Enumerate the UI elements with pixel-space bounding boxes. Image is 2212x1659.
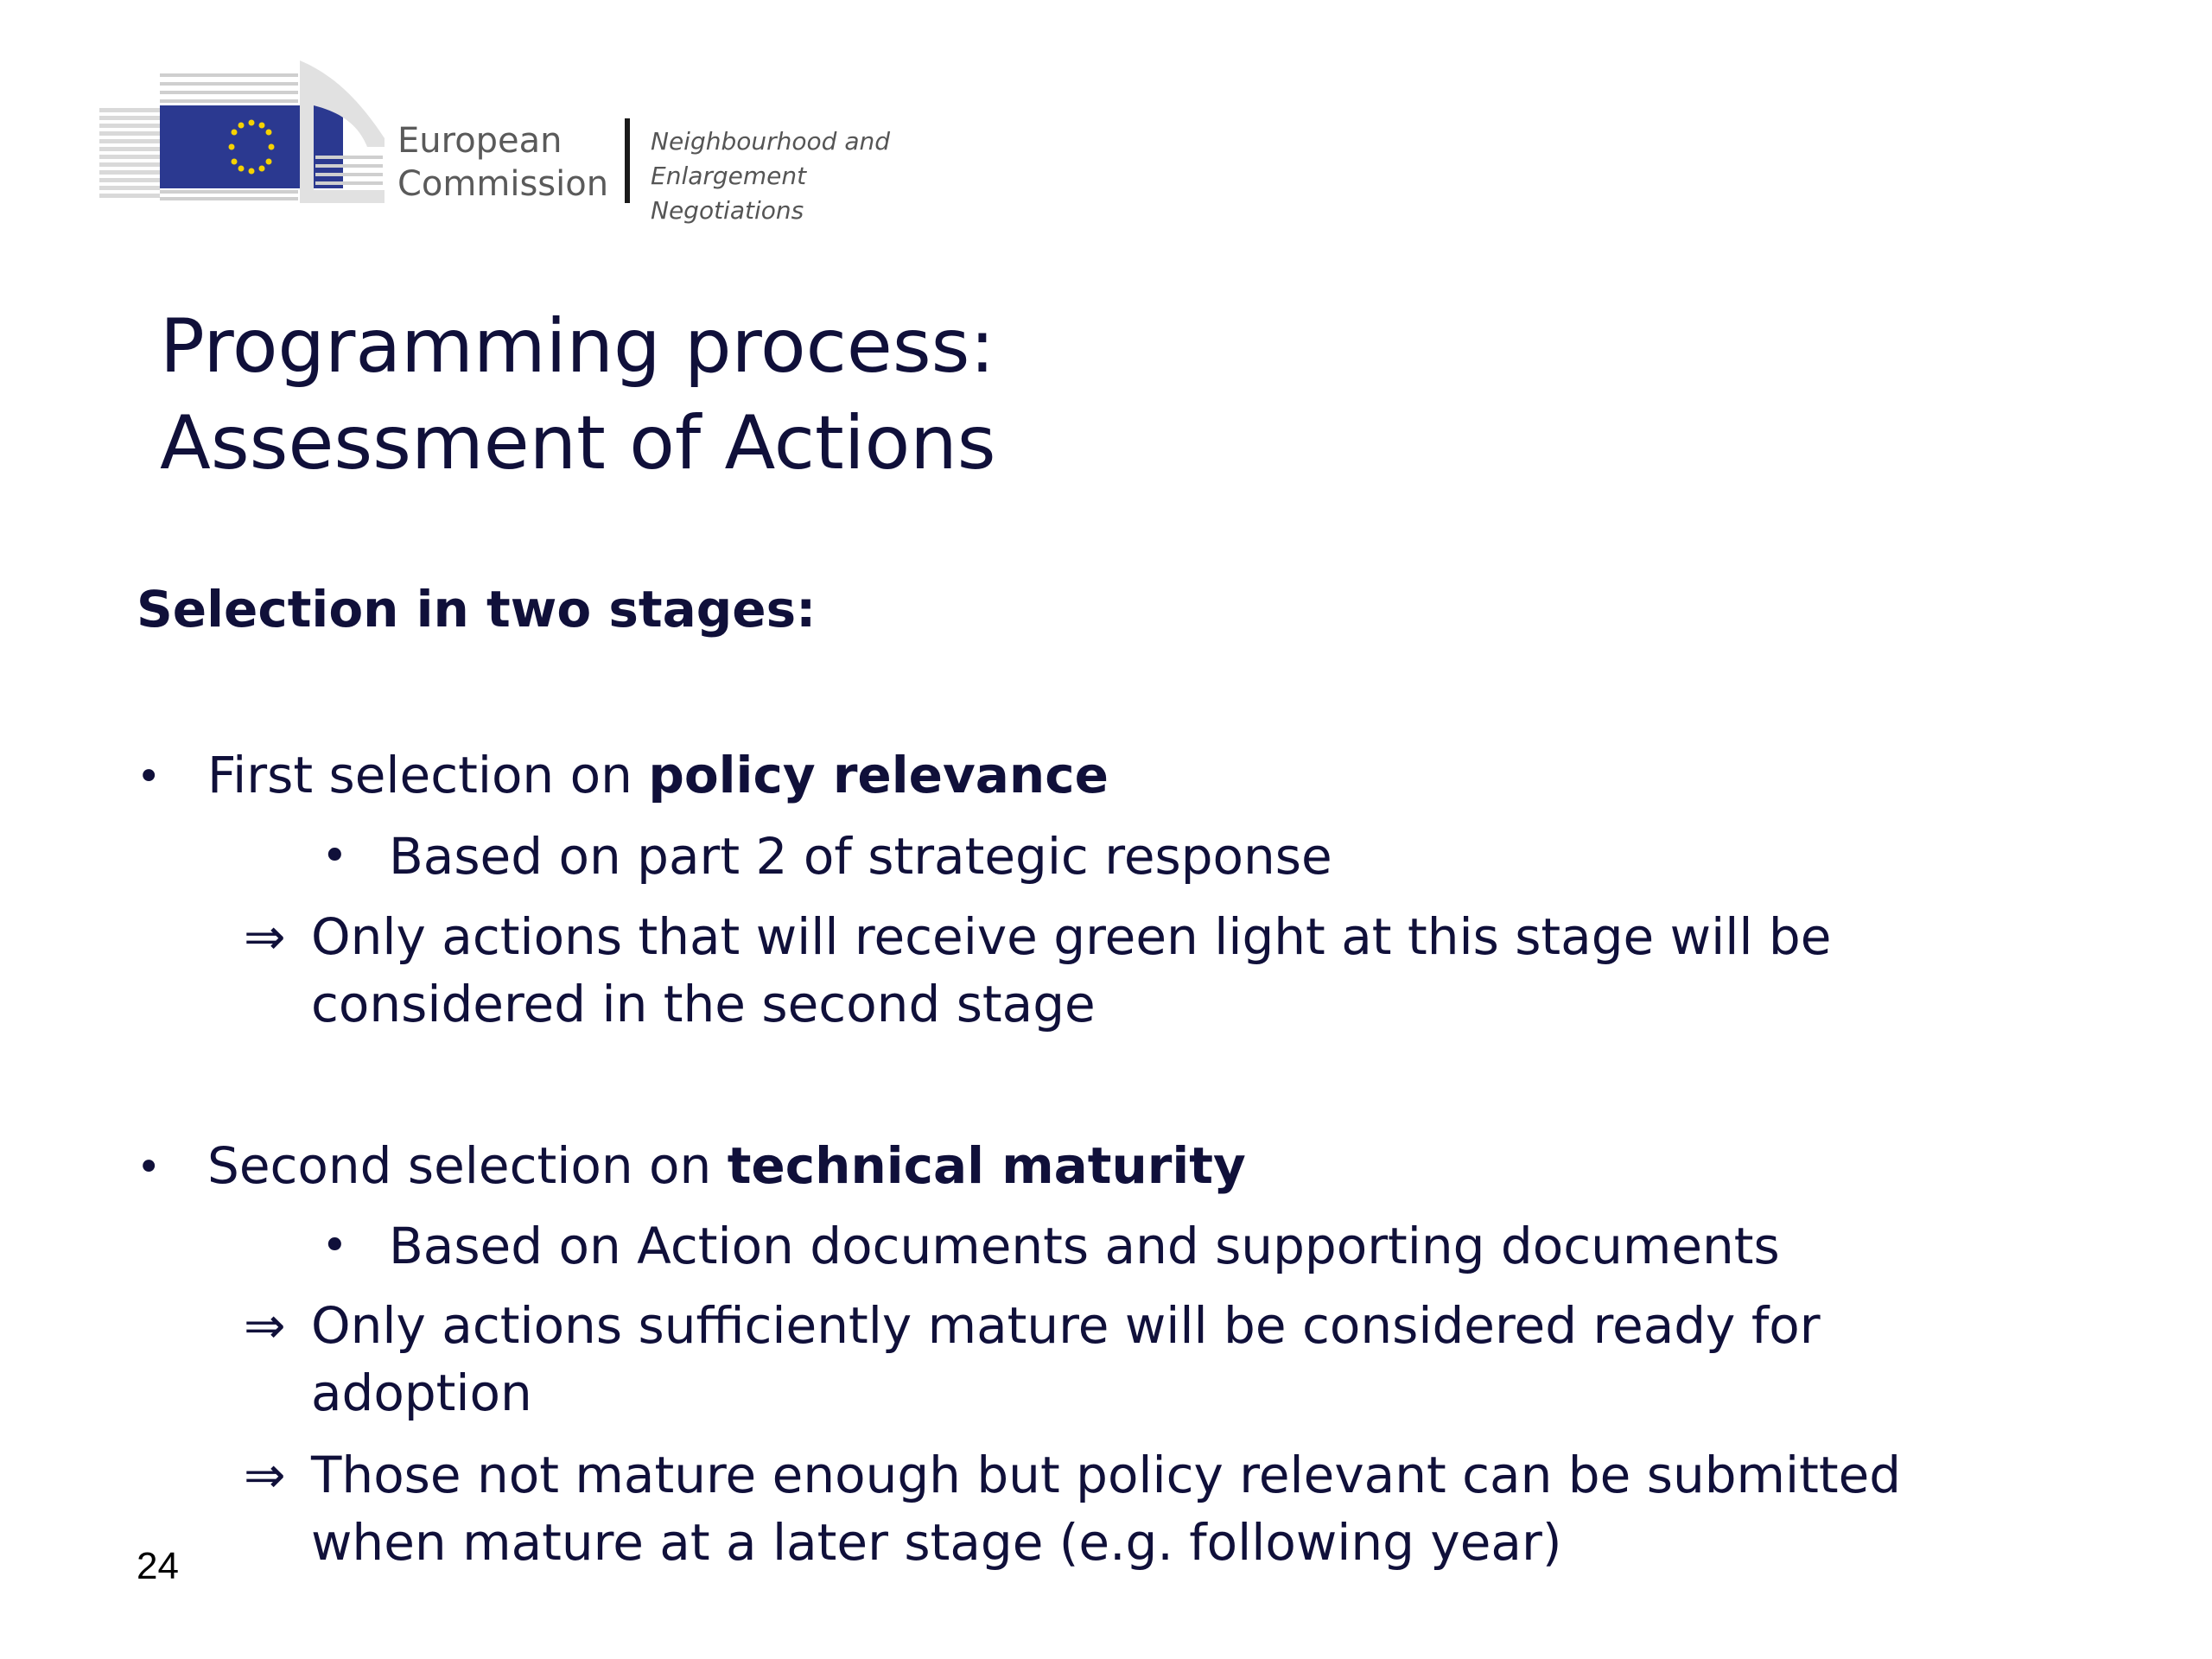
stage-2-arrow-1-line2: adoption xyxy=(311,1363,532,1422)
stage-2-arrow-2-line2: when mature at a later stage (e.g. following year) xyxy=(311,1513,1562,1572)
stage-1-bold: policy relevance xyxy=(648,746,1109,804)
header xyxy=(99,60,963,225)
organization-name-line2: Commission xyxy=(397,164,609,204)
eu-flag-building-logo xyxy=(99,60,385,203)
header-divider xyxy=(625,118,630,203)
stage-1-prefix: First selection on xyxy=(207,746,649,804)
organization-name-line1: European xyxy=(397,121,563,161)
slide-title-line2: Assessment of Actions xyxy=(160,400,996,486)
bullet-icon: • xyxy=(137,1143,162,1192)
slide-subtitle: Selection in two stages: xyxy=(137,580,817,639)
stage-2-sub-bullet: Based on Action documents and supporting documents xyxy=(389,1217,1780,1275)
stage-1-arrow-1-line1: Only actions that will receive green light at this stage will be xyxy=(311,907,1832,966)
stage-2-bold: technical maturity xyxy=(727,1136,1246,1195)
department-name xyxy=(651,124,963,228)
stage-1-sub-bullet: Based on part 2 of strategic response xyxy=(389,827,1332,886)
sub-bullet-icon: • xyxy=(321,830,348,882)
stage-1-arrow-1-line2: considered in the second stage xyxy=(311,975,1096,1033)
stage-2-heading xyxy=(207,1132,1246,1199)
page-number: 24 xyxy=(137,1545,179,1587)
department-name-line2: Enlargement Negotiations xyxy=(651,162,807,225)
organization-name xyxy=(397,119,608,206)
slide-title-line1: Programming process: xyxy=(160,303,995,390)
slide-title xyxy=(160,298,996,492)
department-name-line1: Neighbourhood and xyxy=(651,127,890,156)
sub-bullet-icon: • xyxy=(321,1220,348,1272)
implies-arrow-icon: ⇒ xyxy=(244,1296,286,1355)
stage-2-arrow-2-line1: Those not mature enough but policy relevant can be submitted xyxy=(311,1446,1902,1504)
stage-2-prefix: Second selection on xyxy=(207,1136,728,1195)
stage-1-heading xyxy=(207,741,1109,809)
implies-arrow-icon: ⇒ xyxy=(244,1446,286,1504)
stage-2-arrow-1-line1: Only actions sufficiently mature will be considered ready for xyxy=(311,1296,1821,1355)
implies-arrow-icon: ⇒ xyxy=(244,907,286,966)
bullet-icon: • xyxy=(137,753,162,801)
